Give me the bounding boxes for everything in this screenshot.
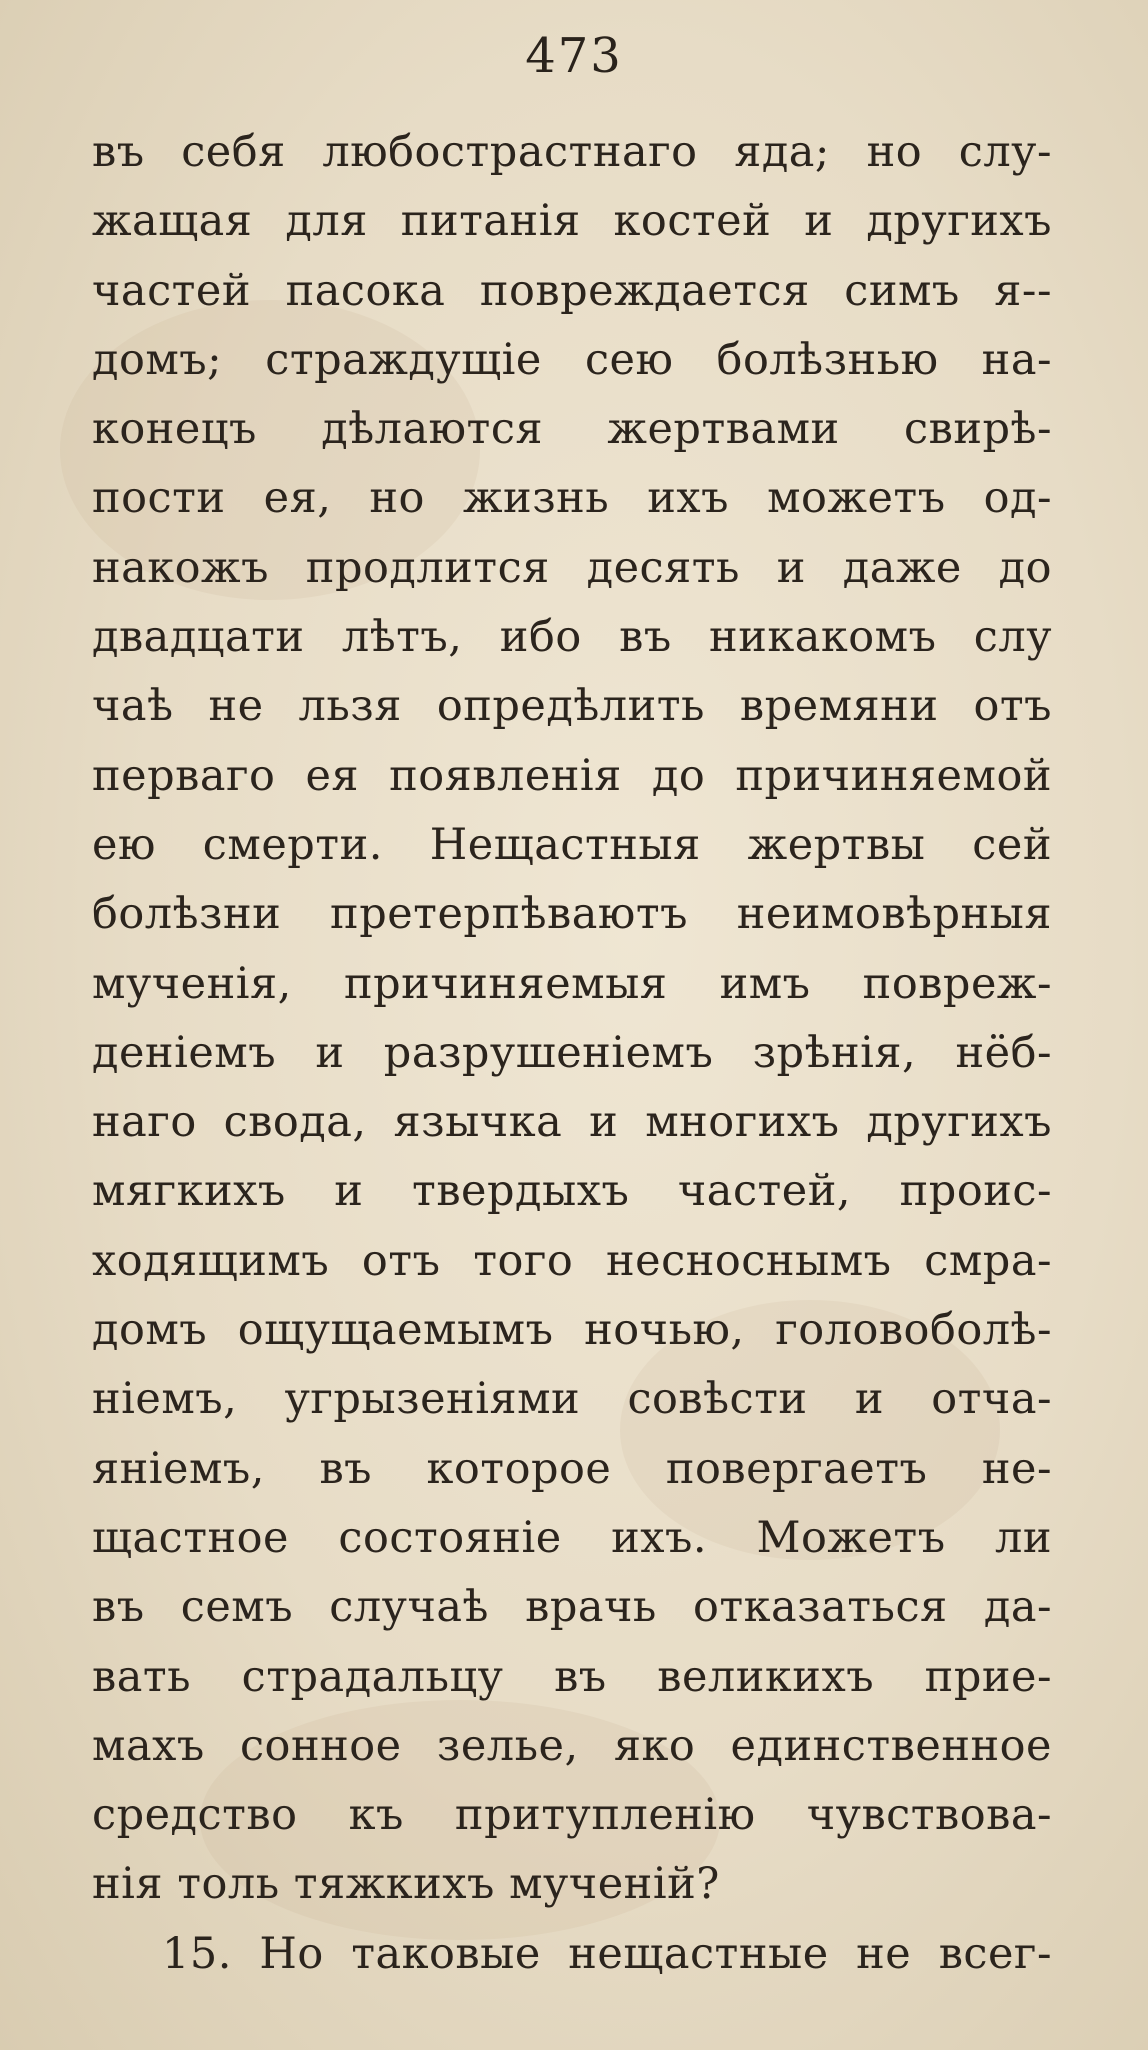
text-line: конецъ дѣлаются жертвами свирѣ- xyxy=(92,404,1052,455)
body-text xyxy=(92,118,1052,1989)
text-line: ею смерти. Нещастныя жертвы сей xyxy=(92,819,1052,870)
text-line: яніемъ, въ которое повергаетъ не- xyxy=(92,1443,1052,1494)
text-line: мученія, причиняемыя имъ повреж- xyxy=(92,958,1052,1009)
text-line: нія толь тяжкихъ мученій? xyxy=(92,1859,720,1910)
text-line: мягкихъ и твердыхъ частей, проис- xyxy=(92,1166,1052,1217)
paragraph-start-line: 15. Но таковые нещастные не всег- xyxy=(162,1928,1052,1979)
text-line: щастное состояніе ихъ. Можетъ ли xyxy=(92,1512,1052,1563)
text-line: въ семъ случаѣ врачь отказаться да- xyxy=(92,1582,1052,1633)
text-line: частей пасока повреждается симъ я-- xyxy=(92,265,1052,316)
text-line: чаѣ не льзя опредѣлить времяни отъ xyxy=(92,681,1052,732)
text-line: болѣзни претерпѣваютъ неимовѣрныя xyxy=(92,889,1052,940)
page-number: 473 xyxy=(525,28,623,84)
text-line: домъ; страждущіе сею болѣзнью на- xyxy=(92,334,1052,385)
text-line: двадцати лѣтъ, ибо въ никакомъ слу xyxy=(92,612,1052,663)
text-line: наго свода, язычка и многихъ другихъ xyxy=(92,1097,1052,1148)
text-line: махъ сонное зелье, яко единственное xyxy=(92,1720,1052,1771)
text-line: домъ ощущаемымъ ночью, головоболѣ- xyxy=(92,1305,1052,1356)
text-line: накожъ продлится десять и даже до xyxy=(92,542,1052,593)
text-line: перваго ея появленія до причиняемой xyxy=(92,750,1052,801)
text-line: ніемъ, угрызеніями совѣсти и отча- xyxy=(92,1374,1052,1425)
text-line: жащая для питанія костей и другихъ xyxy=(92,196,1052,247)
text-line: ходящимъ отъ того несноснымъ смра- xyxy=(92,1235,1052,1286)
text-line: деніемъ и разрушеніемъ зрѣнія, нёб- xyxy=(92,1027,1052,1078)
text-line: вать страдальцу въ великихъ прие- xyxy=(92,1651,1052,1702)
text-line: въ себя любострастнаго яда; но слу- xyxy=(92,127,1052,177)
text-line: пости ея, но жизнь ихъ можетъ од- xyxy=(92,473,1052,524)
text-line: средство къ притупленію чувствова- xyxy=(92,1790,1052,1841)
